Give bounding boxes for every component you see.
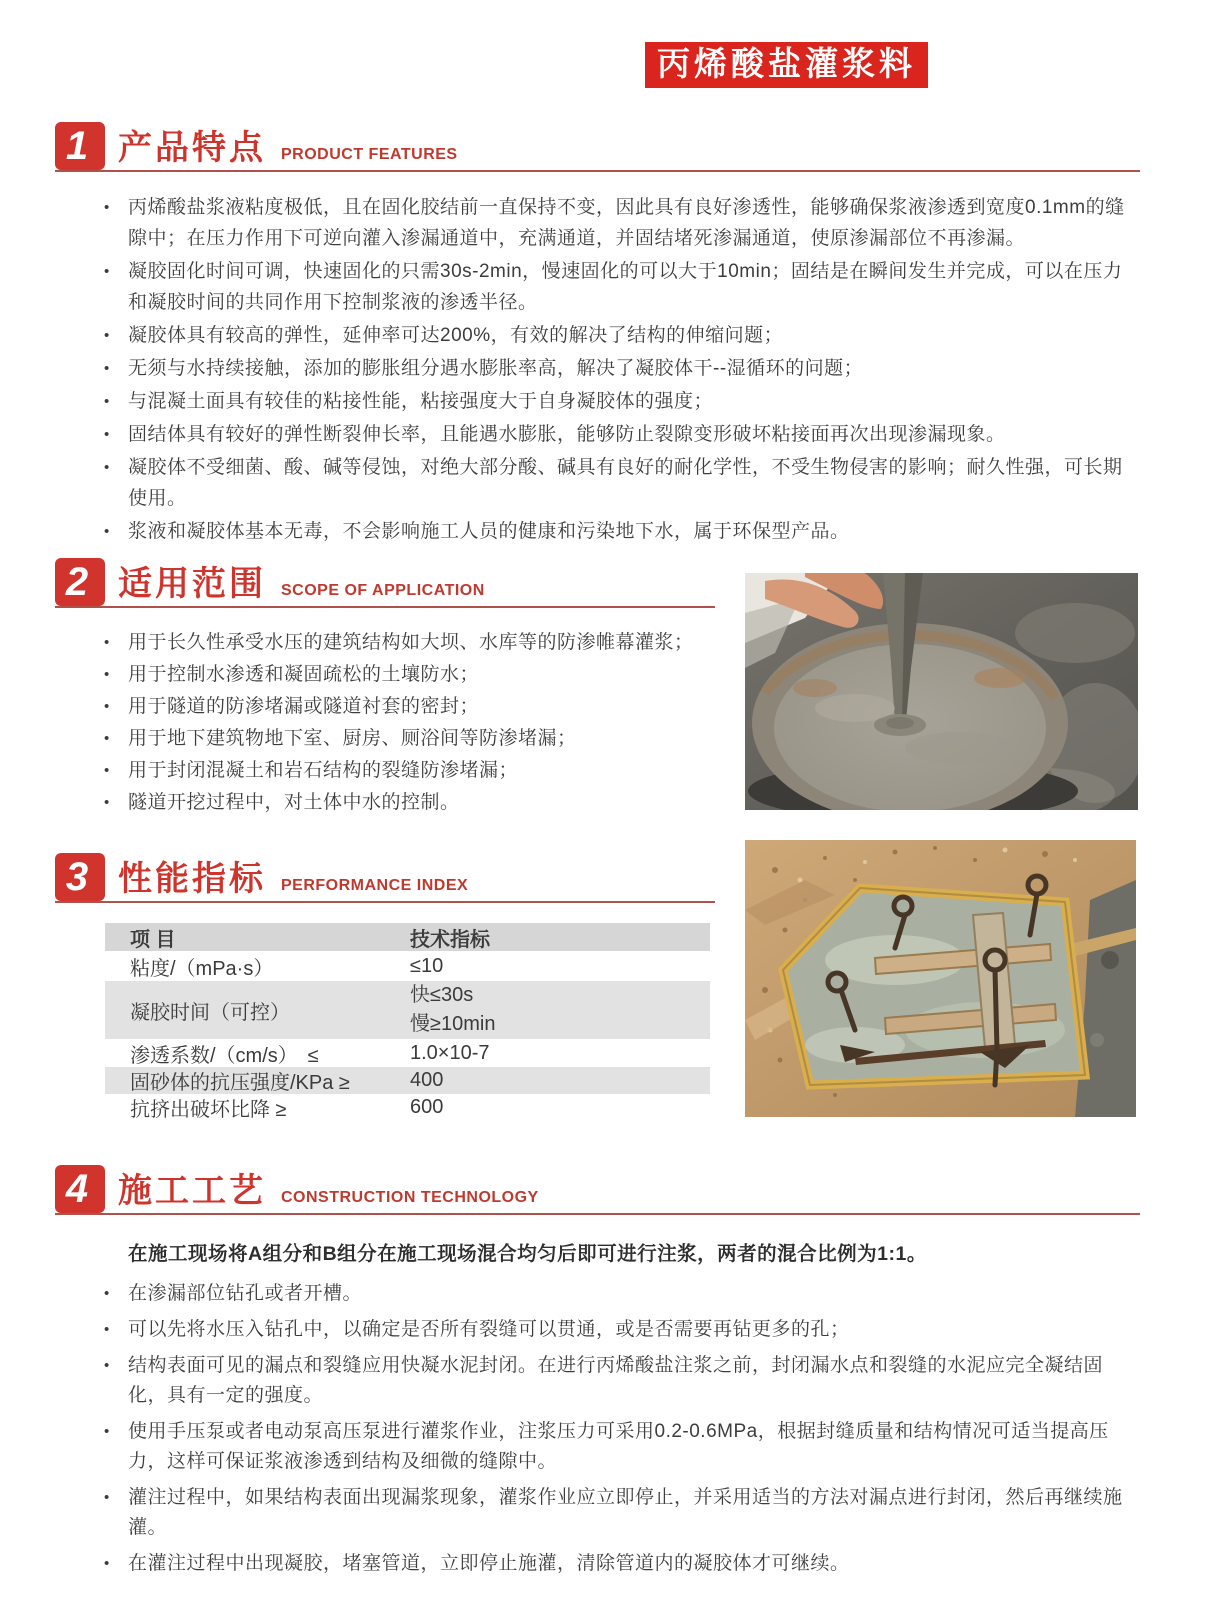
section-subtitle: PRODUCT FEATURES — [281, 146, 458, 163]
list-item: • 用于隧道的防渗堵漏或隧道衬套的密封； — [102, 692, 715, 722]
photo-grout-mixing — [745, 573, 1138, 810]
section-subtitle: CONSTRUCTION TECHNOLOGY — [281, 1189, 539, 1206]
list-item: • 使用手压泵或者电动泵高压泵进行灌浆作业，注浆压力可采用0.2-0.6MPa，根据封缝质量和结构情况可适当提高压力，这样可保证浆液渗透到结构及细微的缝隙中。 — [102, 1417, 1140, 1477]
cell-item: 固砂体的抗压强度/KPa ≥ — [130, 1072, 350, 1094]
section-title: 适用范围 — [118, 565, 266, 603]
table-header-row — [105, 923, 710, 951]
section-header — [55, 558, 715, 608]
section-header — [55, 1165, 1140, 1215]
list-item: • 凝胶体不受细菌、酸、碱等侵蚀，对绝大部分酸、碱具有良好的耐化学性，不受生物侵害的影响；耐久性强，可长期使用。 — [102, 452, 1140, 514]
page-title: 丙烯酸盐灌浆料 — [645, 42, 928, 88]
cell-value — [410, 981, 710, 1039]
list-item: • 用于长久性承受水压的建筑结构如大坝、水库等的防渗帷幕灌浆； — [102, 628, 715, 658]
cell-value: 600 — [410, 1096, 444, 1118]
section-title: 施工工艺 — [118, 1172, 266, 1210]
list-item: • 用于控制水渗透和凝固疏松的土壤防水； — [102, 660, 715, 690]
cell-item: 粘度/（mPa·s） — [130, 957, 274, 980]
cell-value: ≤10 — [410, 954, 444, 977]
list-item: • 用于地下建筑物地下室、厨房、厕浴间等防渗堵漏； — [102, 724, 715, 754]
list-item: • 凝胶固化时间可调，快速固化的只需30s-2min，慢速固化的可以大于10min；固结是在瞬间发生并完成，可以在压力和凝胶时间的共同作用下控制浆液的渗透半径。 — [102, 256, 1140, 318]
cell-value: 400 — [410, 1069, 444, 1091]
photo-formwork-grouting — [745, 840, 1136, 1117]
table-row — [105, 1094, 710, 1121]
feature-list — [102, 192, 1140, 547]
section-title: 产品特点 — [118, 129, 266, 167]
column-header-item: 项 目 — [130, 928, 176, 951]
section-construction-technology — [55, 1165, 1140, 1585]
list-item: • 浆液和凝胶体基本无毒，不会影响施工人员的健康和污染地下水，属于环保型产品。 — [102, 516, 1140, 547]
list-item: • 丙烯酸盐浆液粘度极低，且在固化胶结前一直保持不变，因此具有良好渗透性，能够确保浆液渗透到宽度0.1mm的缝隙中；在压力作用下可逆向灌入渗漏通道中，充满通道，并固结堵死渗漏通道，使原渗漏部位不再渗漏。 — [102, 192, 1140, 254]
section-number-badge: 4 — [55, 1165, 105, 1213]
list-item: • 灌注过程中，如果结构表面出现漏浆现象，灌浆作业应立即停止，并采用适当的方法对漏点进行封闭，然后再继续施灌。 — [102, 1483, 1140, 1543]
section-scope-of-application — [55, 558, 715, 820]
construction-steps-list — [102, 1279, 1140, 1579]
table-row — [105, 1067, 710, 1094]
cell-item: 凝胶时间（可控） — [130, 1001, 290, 1024]
cell-value-line: 快≤30s — [410, 984, 474, 1006]
list-item: • 隧道开挖过程中，对土体中水的控制。 — [102, 788, 715, 818]
section-title: 性能指标 — [118, 860, 266, 898]
section-subtitle: PERFORMANCE INDEX — [281, 877, 469, 894]
column-header-value: 技术指标 — [410, 928, 490, 951]
list-item: • 在灌注过程中出现凝胶，堵塞管道，立即停止施灌，清除管道内的凝胶体才可继续。 — [102, 1549, 1140, 1579]
section-product-features — [55, 122, 1140, 549]
performance-table — [105, 923, 710, 1121]
table-row — [105, 951, 710, 981]
list-item: • 凝胶体具有较高的弹性，延伸率可达200%，有效的解决了结构的伸缩问题； — [102, 320, 1140, 351]
list-item: • 与混凝土面具有较佳的粘接性能，粘接强度大于自身凝胶体的强度； — [102, 386, 1140, 417]
table-row — [105, 1039, 710, 1067]
cell-value-line: 慢≥10min — [410, 1013, 496, 1035]
section-performance-index — [55, 853, 715, 1121]
section-subtitle: SCOPE OF APPLICATION — [281, 582, 485, 599]
section-number-badge: 1 — [55, 122, 105, 170]
section-header — [55, 853, 715, 903]
table-row — [105, 981, 710, 1039]
list-item: • 固结体具有较好的弹性断裂伸长率，且能遇水膨胀，能够防止裂隙变形破坏粘接面再次出现渗漏现象。 — [102, 419, 1140, 450]
list-item: • 可以先将水压入钻孔中，以确定是否所有裂缝可以贯通，或是否需要再钻更多的孔； — [102, 1315, 1140, 1345]
section-number-badge: 2 — [55, 558, 105, 606]
application-list — [102, 628, 715, 818]
list-item: • 无须与水持续接触，添加的膨胀组分遇水膨胀率高，解决了凝胶体干--湿循环的问题； — [102, 353, 1140, 384]
list-item: • 在渗漏部位钻孔或者开槽。 — [102, 1279, 1140, 1309]
mixing-ratio-note: 在施工现场将A组分和B组分在施工现场混合均匀后即可进行注浆，两者的混合比例为1:1。 — [128, 1243, 927, 1265]
list-item: • 结构表面可见的漏点和裂缝应用快凝水泥封闭。在进行丙烯酸盐注浆之前，封闭漏水点和裂缝的水泥应完全凝结固化，具有一定的强度。 — [102, 1351, 1140, 1411]
list-item: • 用于封闭混凝土和岩石结构的裂缝防渗堵漏； — [102, 756, 715, 786]
section-header — [55, 122, 1140, 172]
cell-item: 渗透系数/（cm/s） ≤ — [130, 1044, 319, 1067]
section-number-badge: 3 — [55, 853, 105, 901]
cell-value: 1.0×10-7 — [410, 1041, 490, 1064]
cell-item: 抗挤出破坏比降 ≥ — [130, 1099, 287, 1121]
